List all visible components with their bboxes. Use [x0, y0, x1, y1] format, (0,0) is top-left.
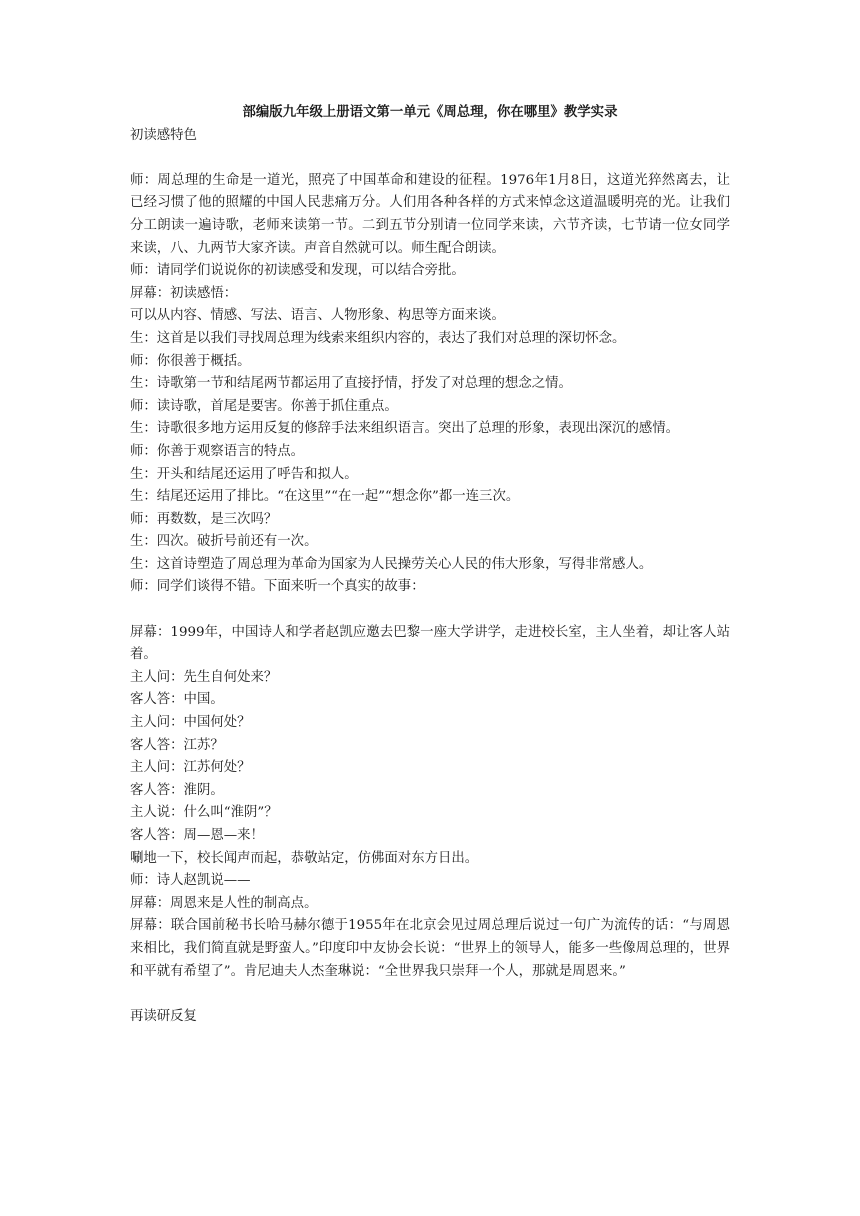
paragraph: 师：你很善于概括。 [130, 353, 251, 369]
paragraph: 生：开头和结尾还运用了呼告和拟人。 [130, 466, 358, 482]
document-page [130, 102, 730, 1028]
paragraph: 主人说：什么叫“淮阴”？ [130, 805, 278, 821]
blank-line [130, 147, 730, 170]
paragraph: 师：再数数，是三次吗？ [130, 511, 278, 527]
paragraph: 客人答：淮阴。 [130, 782, 224, 798]
blank-line [130, 599, 730, 622]
paragraph: 师：请同学们说说你的初读感受和发现，可以结合旁批。 [130, 263, 465, 279]
paragraph: 生：结尾还运用了排比。“在这里”“在一起”“想念你”都一连三次。 [130, 489, 520, 505]
blank-line [130, 983, 730, 1006]
paragraph: 屏幕：初读感悟： [130, 285, 238, 301]
paragraph: 生：这首诗塑造了周总理为革命为国家为人民操劳关心人民的伟大形象，写得非常感人。 [130, 556, 653, 572]
paragraph: 生：四次。破折号前还有一次。 [130, 534, 318, 550]
paragraph: 师：周总理的生命是一道光，照亮了中国革命和建设的征程。1976年1月8日，这道光猝然离去，让已经习惯了他的照耀的中国人民悲痛万分。人们用各种各样的方式来悼念这道温暖明亮的光。让我们分工朗读一遍诗歌，老师来读第一节。二到五节分别请一位同学来读，六节齐读，七节请一位女同学来读，八、九两节大家齐读。声音自然就可以。师生配合朗读。 [130, 172, 730, 256]
paragraph: 师：同学们谈得不错。下面来听一个真实的故事： [130, 579, 425, 595]
paragraph: 师：你善于观察语言的特点。 [130, 443, 305, 459]
paragraph: 主人问：江苏何处？ [130, 760, 251, 776]
paragraph: 师：诗人赵凯说—— [130, 873, 251, 889]
paragraph: 生：诗歌很多地方运用反复的修辞手法来组织语言。突出了总理的形象，表现出深沉的感情。 [130, 421, 680, 437]
paragraph: 主人问：中国何处？ [130, 715, 251, 731]
document-title: 部编版九年级上册语文第一单元《周总理，你在哪里》教学实录 [242, 105, 618, 120]
paragraph: 屏幕：联合国前秘书长哈马赫尔德于1955年在北京会见过周总理后说过一句广为流传的话：“与周恩来相比，我们简直就是野蛮人。”印度印中友协会长说：“世界上的领导人，能多一些像周总理的，世界和平就有希望了”。肯尼迪夫人杰奎琳说：“全世界我只崇拜一个人，那就是周恩来。” [130, 918, 730, 979]
paragraph: 初读感特色 [130, 127, 197, 143]
paragraph: 客人答：江苏？ [130, 737, 224, 753]
paragraph: 屏幕：1999年，中国诗人和学者赵凯应邀去巴黎一座大学讲学，走进校长室，主人坐着，却让客人站着。 [130, 624, 730, 663]
paragraph: 可以从内容、情感、写法、语言、人物形象、构思等方面来谈。 [130, 308, 505, 324]
paragraph: 生：这首是以我们寻找周总理为线索来组织内容的，表达了我们对总理的深切怀念。 [130, 330, 626, 346]
document-body [130, 125, 730, 1029]
paragraph: 师：读诗歌，首尾是要害。你善于抓住重点。 [130, 398, 398, 414]
paragraph: 屏幕：周恩来是人性的制高点。 [130, 895, 318, 911]
paragraph: 客人答：中国。 [130, 692, 224, 708]
paragraph: 客人答：周—恩—来！ [130, 828, 264, 843]
paragraph: 唰地一下，校长闻声而起，恭敬站定，仿佛面对东方日出。 [130, 850, 479, 866]
paragraph: 主人问：先生自何处来？ [130, 669, 278, 685]
paragraph: 再读研反复 [130, 1008, 197, 1024]
paragraph: 生：诗歌第一节和结尾两节都运用了直接抒情，抒发了对总理的想念之情。 [130, 376, 572, 392]
